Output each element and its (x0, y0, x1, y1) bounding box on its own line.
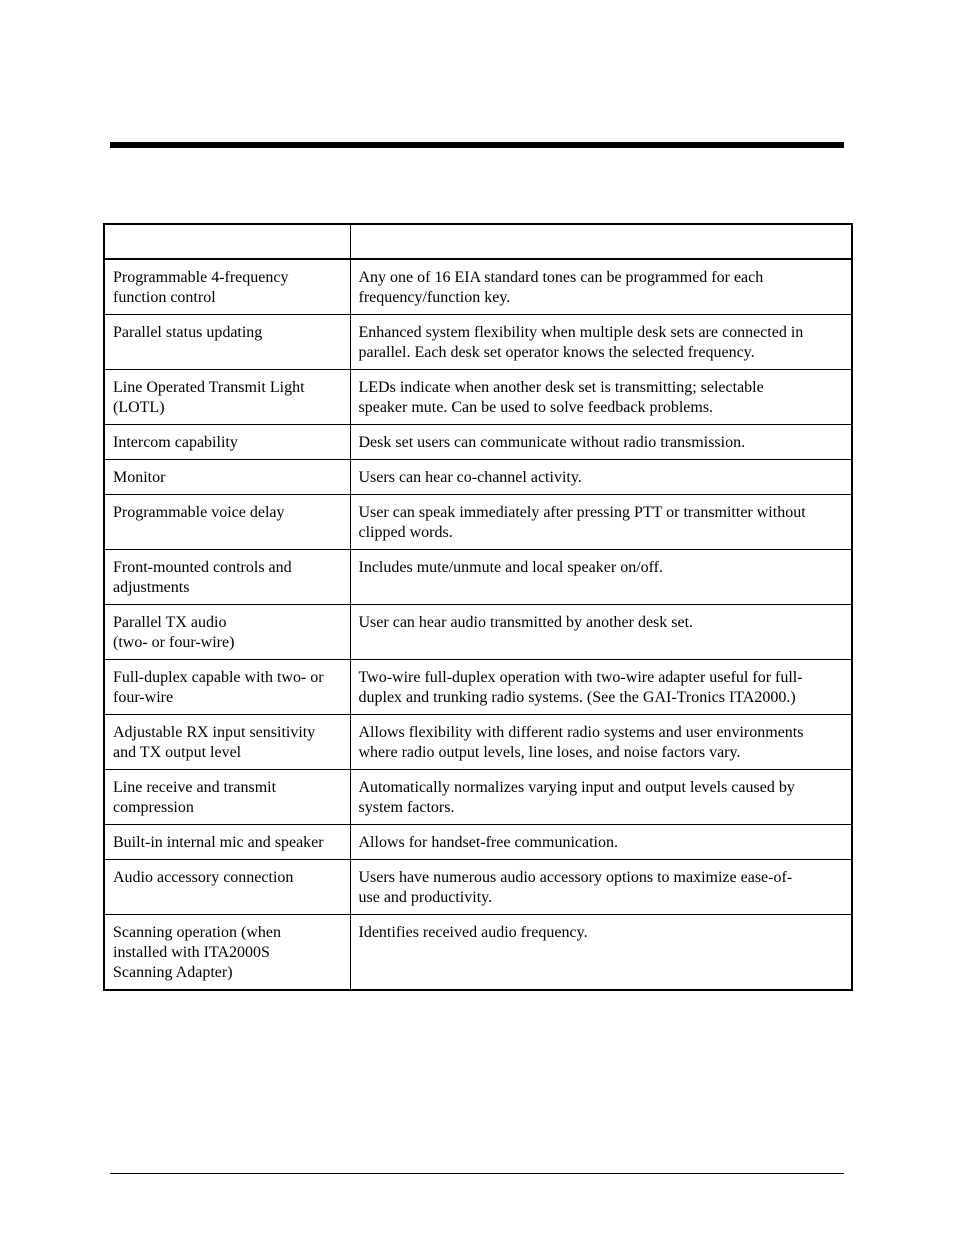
description-cell: Enhanced system flexibility when multiple desk sets are connected in parallel. Each desk set operator knows the selected frequency. (350, 315, 852, 370)
feature-cell: Line Operated Transmit Light (LOTL) (104, 370, 350, 425)
table-row (104, 825, 852, 860)
header-description (350, 224, 852, 259)
description-cell: LEDs indicate when another desk set is transmitting; selectable speaker mute. Can be used to solve feedback problems. (350, 370, 852, 425)
table-row (104, 770, 852, 825)
description-cell: Identifies received audio frequency. (350, 915, 852, 991)
feature-cell: Front-mounted controls and adjustments (104, 550, 350, 605)
header-rule (110, 142, 844, 148)
feature-cell: Built-in internal mic and speaker (104, 825, 350, 860)
description-cell: User can hear audio transmitted by another desk set. (350, 605, 852, 660)
feature-cell: Full-duplex capable with two- or four-wire (104, 660, 350, 715)
feature-cell: Programmable voice delay (104, 495, 350, 550)
table-row (104, 550, 852, 605)
header-feature (104, 224, 350, 259)
feature-cell: Audio accessory connection (104, 860, 350, 915)
feature-cell: Parallel TX audio (two- or four-wire) (104, 605, 350, 660)
features-table (103, 223, 853, 991)
table-row (104, 715, 852, 770)
table-row (104, 495, 852, 550)
feature-cell: Parallel status updating (104, 315, 350, 370)
description-cell: Desk set users can communicate without radio transmission. (350, 425, 852, 460)
table-row (104, 605, 852, 660)
feature-cell: Programmable 4-frequency function control (104, 259, 350, 315)
description-cell: Allows flexibility with different radio systems and user environments where radio output levels, line loses, and noise factors vary. (350, 715, 852, 770)
description-cell: User can speak immediately after pressing PTT or transmitter without clipped words. (350, 495, 852, 550)
description-cell: Two-wire full-duplex operation with two-wire adapter useful for full- duplex and trunking radio systems. (See the GAI-Tronics ITA2000.) (350, 660, 852, 715)
table-body (104, 259, 852, 990)
table-row (104, 660, 852, 715)
table-row (104, 460, 852, 495)
feature-cell: Intercom capability (104, 425, 350, 460)
feature-cell: Adjustable RX input sensitivity and TX output level (104, 715, 350, 770)
table-row (104, 315, 852, 370)
table-row (104, 425, 852, 460)
feature-cell: Line receive and transmit compression (104, 770, 350, 825)
footer-rule (110, 1173, 844, 1174)
table-header-row (104, 224, 852, 259)
table-row (104, 860, 852, 915)
description-cell: Allows for handset-free communication. (350, 825, 852, 860)
feature-cell: Monitor (104, 460, 350, 495)
table-row (104, 915, 852, 991)
table-row (104, 370, 852, 425)
description-cell: Any one of 16 EIA standard tones can be programmed for each frequency/function key. (350, 259, 852, 315)
description-cell: Users can hear co-channel activity. (350, 460, 852, 495)
description-cell: Users have numerous audio accessory options to maximize ease-of- use and productivity. (350, 860, 852, 915)
description-cell: Automatically normalizes varying input and output levels caused by system factors. (350, 770, 852, 825)
feature-cell: Scanning operation (when installed with ITA2000S Scanning Adapter) (104, 915, 350, 991)
table-row (104, 259, 852, 315)
description-cell: Includes mute/unmute and local speaker on/off. (350, 550, 852, 605)
